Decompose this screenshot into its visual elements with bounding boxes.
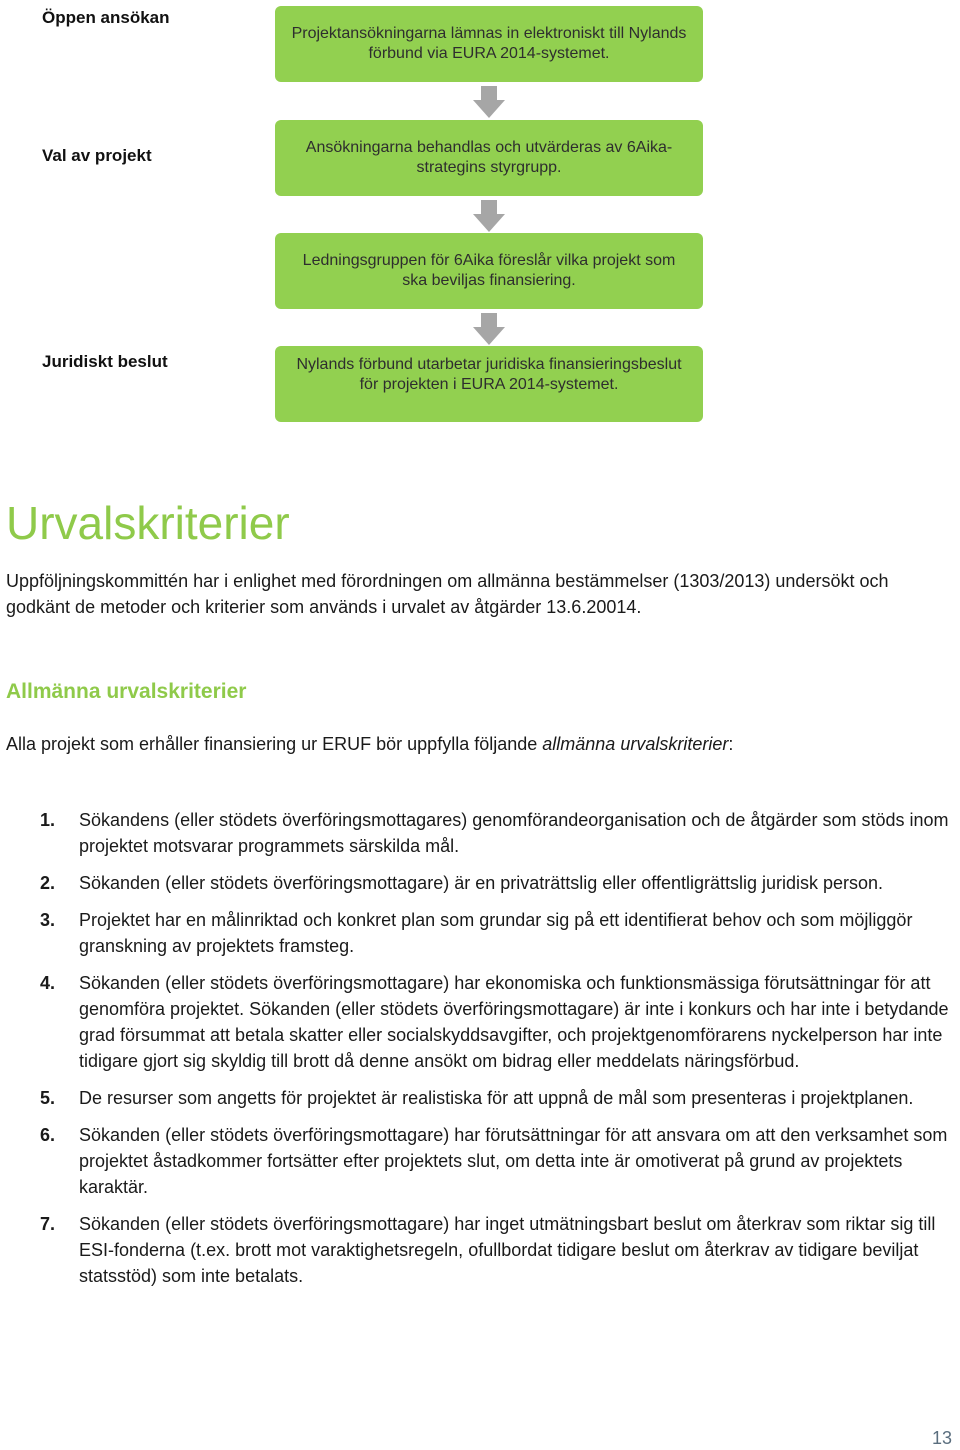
flow-step-1 bbox=[275, 6, 703, 82]
lead-emphasis: allmänna urvalskriterier bbox=[542, 734, 729, 754]
list-item-number: 5. bbox=[40, 1088, 56, 1108]
criteria-list bbox=[40, 807, 958, 1300]
flow-step-1-text: Projektansökningarna lämnas in elektroniskt till Nylands förbund via EURA 2014-systemet. bbox=[291, 25, 687, 62]
list-item-number: 6. bbox=[40, 1125, 56, 1145]
section-title: Urvalskriterier bbox=[6, 497, 290, 549]
down-arrow-icon bbox=[473, 86, 505, 118]
flow-step-4-text: Nylands förbund utarbetar juridiska finansieringsbeslut för projekten i EURA 2014-systemet. bbox=[296, 356, 682, 393]
list-item bbox=[40, 1085, 958, 1111]
flow-step-3-text: Ledningsgruppen för 6Aika föreslår vilka projekt som ska beviljas finansiering. bbox=[302, 252, 676, 289]
list-item bbox=[40, 907, 958, 959]
flow-step-3 bbox=[275, 233, 703, 309]
down-arrow-icon bbox=[473, 200, 505, 232]
down-arrow-icon bbox=[473, 313, 505, 345]
lead-end: : bbox=[728, 734, 734, 754]
list-item-text: Sökandens (eller stödets överföringsmottagares) genomförandeorganisation och de åtgärder som stöds inom projektet motsvarar programmets särskilda mål. bbox=[79, 810, 949, 856]
flow-step-2 bbox=[275, 120, 703, 196]
lead-paragraph bbox=[6, 731, 956, 757]
subsection-title: Allmänna urvalskriterier bbox=[6, 680, 247, 703]
list-item bbox=[40, 807, 958, 859]
list-item-number: 4. bbox=[40, 973, 56, 993]
list-item bbox=[40, 970, 958, 1074]
intro-paragraph: Uppföljningskommittén har i enlighet med förordningen om allmänna bestämmelser (1303/2013) undersökt och godkänt de metoder och kriterier som används i urvalet av åtgärder 13.6.20014. bbox=[6, 571, 889, 617]
list-item-number: 1. bbox=[40, 810, 56, 830]
page-number: 13 bbox=[931, 1428, 952, 1448]
flow-step-4 bbox=[275, 346, 703, 422]
list-item bbox=[40, 1122, 958, 1200]
list-item-text: Sökanden (eller stödets överföringsmottagare) har förutsättningar för att ansvara om att den verksamhet som projektet åstadkommer fortsätter efter projektets slut, om detta inte är omotiverat på grund av projektets karaktär. bbox=[79, 1125, 948, 1197]
flow-label-project-selection: Val av projekt bbox=[42, 146, 152, 165]
flow-step-2-text: Ansökningarna behandlas och utvärderas av 6Aika-strategins styrgrupp. bbox=[305, 139, 673, 176]
list-item-number: 3. bbox=[40, 910, 56, 930]
list-item-number: 7. bbox=[40, 1214, 56, 1234]
list-item-text: Sökanden (eller stödets överföringsmottagare) är en privaträttslig eller offentligrättslig juridisk person. bbox=[79, 873, 884, 893]
lead-text: Alla projekt som erhåller finansiering ur ERUF bör uppfylla följande bbox=[6, 734, 543, 754]
list-item bbox=[40, 870, 958, 896]
list-item-text: Sökanden (eller stödets överföringsmottagare) har ekonomiska och funktionsmässiga förutsättningar för att genomföra projektet. Sökanden (eller stödets överföringsmottagare) är inte i konkurs och har inte i betydande grad försummat att betala skatter eller socialskyddsavgifter, och projektgenomförarens nyckelperson har inte tidigare gjort sig skyldig till brott då denne ansökt om bidrag eller meddelats näringsförbud. bbox=[79, 973, 949, 1071]
flow-label-open-application: Öppen ansökan bbox=[42, 8, 170, 27]
list-item-number: 2. bbox=[40, 873, 56, 893]
list-item-text: Sökanden (eller stödets överföringsmottagare) har inget utmätningsbart beslut om återkrav som riktar sig till ESI-fonderna (t.ex. brott mot varaktighetsregeln, ofullbordat tidigare beslut om återkrav av tidigare beviljat statsstöd) som inte betalats. bbox=[79, 1214, 936, 1286]
list-item-text: De resurser som angetts för projektet är realistiska för att uppnå de mål som presenteras i projektplanen. bbox=[79, 1088, 914, 1108]
list-item bbox=[40, 1211, 958, 1289]
flow-label-legal-decision: Juridiskt beslut bbox=[42, 352, 168, 371]
list-item-text: Projektet har en målinriktad och konkret plan som grundar sig på ett identifierat behov och som möjliggör granskning av projektets framsteg. bbox=[79, 910, 913, 956]
